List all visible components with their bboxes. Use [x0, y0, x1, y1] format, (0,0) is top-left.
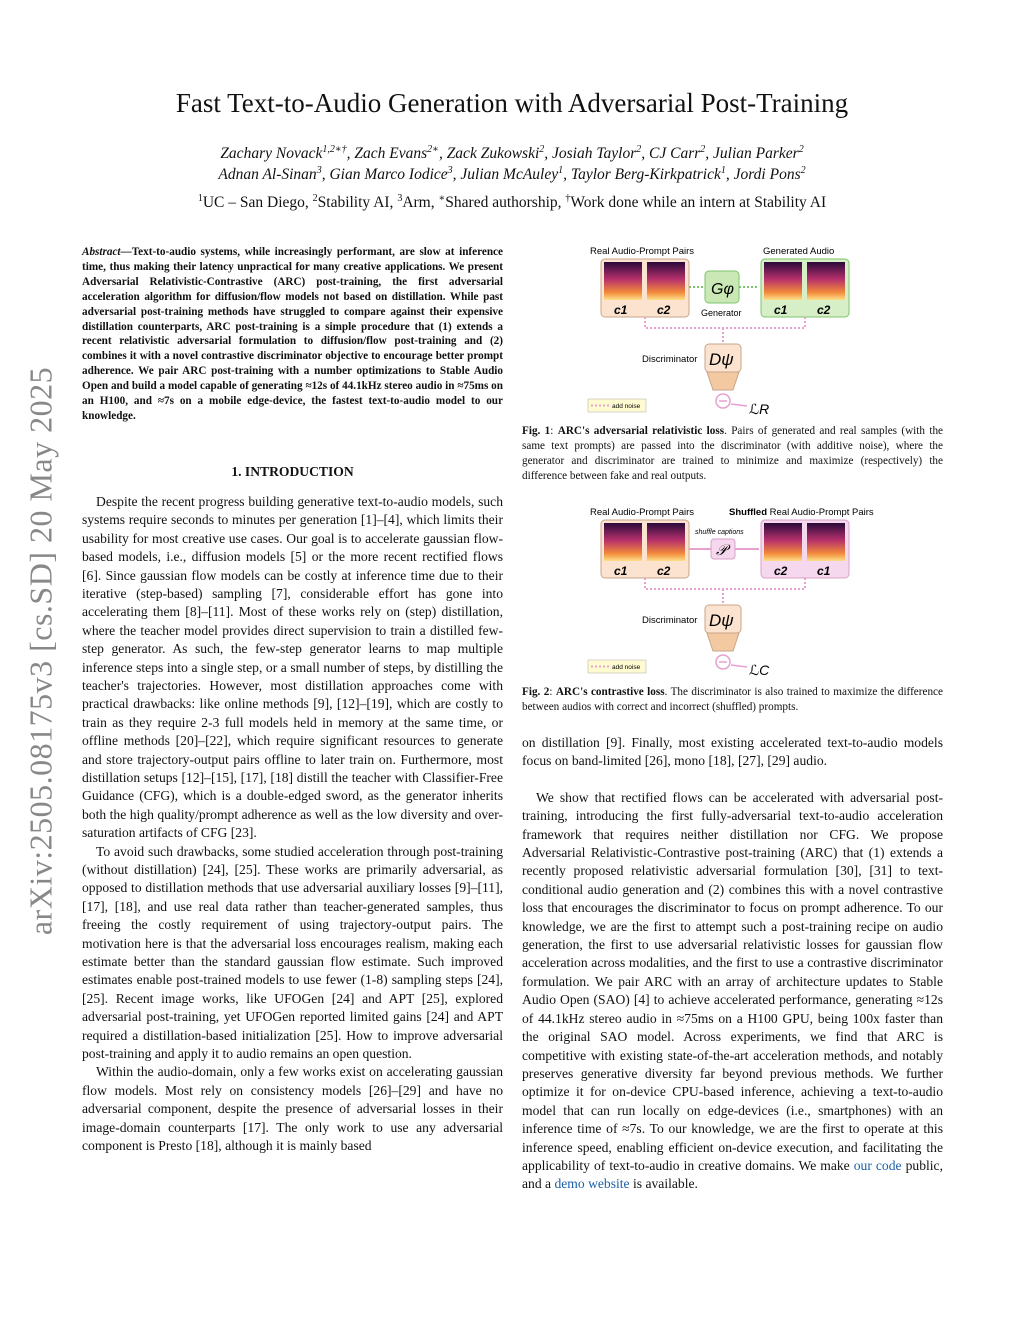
arxiv-sidebar: [8, 346, 74, 956]
shuf-c1-label: c1: [817, 564, 831, 578]
section-heading: 1. INTRODUCTION: [231, 463, 354, 479]
abstract-text: —Text-to-audio systems, while increasingly performant, are slow at inference time, thus making their latency unpractical for many creative applications. We present Adversarial Relativistic-Contrastive (ARC) post-training, the first adversarial acceleration algorithm for diffusion/flow models not based on distillation. While past adversarial post-training methods have struggled to compare against their expensive distillation counterparts, ARC post-training is a simple procedure that (1) extends a recent relativistic adversarial formulation to diffusion/flow post-training and (2) combines it with a novel contrastive discriminator objective to encourage better prompt adherence. We pair ARC post-training with a number optimizations to Stable Audio Open and build a model capable of generating ≈12s of 44.1kHz stereo audio in ≈75ms on an H100, and ≈7s on a mobile edge-device, the fastest text-to-audio model to our knowledge.: [82, 246, 503, 422]
mid-text: public, and a: [522, 1157, 943, 1192]
contribution-text: We show that rectified flows can be accelerated with adversarial post-training, introducing the first fully-adversarial text-to-audio acceleration framework that requires neither distillation nor CFG. We propose Adversarial Relativistic-Contrastive post-training (ARC) that (1) extends a recently proposed relativistic adversarial formulation [30], [31] to text-conditional audio generation and (2) combines this with a novel contrastive loss that encourages the discriminator to focus on prompt adherence. To our knowledge, we are the first to attempt such a post-training recipe on audio generation, the first to use adversarial relativistic losses for gaussian flow acceleration across modalities, and the first to use a contrastive discriminator formulation. We pair ARC with an array of architecture updates to Stable Audio Open (SAO) [4] to achieve accelerated performance, generating ≈12s of 44.1kHz stereo audio in ≈75ms on a H100 GPU, being 100x faster than the original SAO model. Across experiments, we find that ARC is competitive with existing state-of-the-art acceleration methods, and notably preserves generative diversity far beyond previous methods. We further optimize it for on-device CPU-based inference, achieving a text-to-audio model that can run locally on edge-devices (i.e., smartphones) with an inference time of ≈7s. To our knowledge, we are the first to operate at this inference speed, enabling efficient on-device execution, and facilitating the applicability of text-to-audio in creative domains. We make: [522, 789, 943, 1173]
spectrogram-real-b: [647, 523, 685, 561]
arrow-to-loss-2: [731, 665, 747, 667]
fig2-label: Fig. 2: [522, 686, 550, 698]
intro-paragraph-3: Within the audio-domain, only a few works exist on accelerating gaussian flow models. Most rely on consistency models [26]–[29] and have no adversarial component, despite the presence of adversarial losses in their image-domain counterparts [17]. The only work to use any adversarial component is Presto [18], although it is mainly based: [82, 1064, 503, 1154]
affiliations: $^1$UC – San Diego, $^2$Stability AI, $^3$Arm, ∗Shared authorship, †Work done while an intern at Stability AI: [197, 192, 827, 211]
left-column: [82, 245, 503, 1156]
discriminator-symbol: Dψ: [709, 350, 734, 369]
intro-paragraph-1: Despite the recent progress building generative text-to-audio models, such systems require seconds to minutes per generation [1]–[4], which limits their usability for most creative use cases. Our goal is to accelerate gaussian flow-based models, i.e., diffusion models [5] or the more recent rectified flows [6]. Since gaussian flow models can be costly at inference time due to their iterative (step-based) sampling [7], considerable effort has gone into accelerating them [8]–[11]. Most of these works rely on (step) distillation, where the teacher model provides direct supervision to train a distilled few-step generator. As such, the few-step generator learns to map multiple inference steps into a single step, or a small number of steps, by distilling the teacher's trajectories. However, most distillation approaches come with practical drawbacks: like online methods [9], [12]–[19], which are costly to train as they require 2-3 full models held in memory at the same time, or offline methods [20]–[22], which require significant resources to generate and store trajectory-output pairs offline to later train on. Furthermore, most distillation setups [12]–[15], [17], [18] distill the teacher with Classifier-Free Guidance (CFG), which is a double-edged sword, as the generator inherits both the high quality/prompt adherence as well as the low diversity and over-saturation artifacts of CFG [23].: [82, 493, 503, 841]
real-c2-label: c2: [657, 303, 671, 317]
legend-label: add noise: [612, 403, 641, 410]
contribution-paragraph: [522, 789, 943, 1194]
fig2-title: ARC's contrastive loss: [555, 686, 665, 698]
shuf-c2-label: c2: [774, 564, 788, 578]
figure-1-caption: Fig. 1: ARC's adversarial relativistic loss. Pairs of generated and real samples (with the same text prompts) are passed into the discriminator (with additive noise), where the generator and discriminator are trained to minimize and maximize (respectively) the difference between fake and real outputs.: [522, 425, 944, 482]
noise-path: [645, 317, 805, 328]
demo-link[interactable]: demo website: [554, 1176, 630, 1192]
spectrogram-shuf-2: [807, 523, 845, 561]
real-pairs-label-2: Real Audio-Prompt Pairs: [590, 507, 695, 518]
discriminator-head: [707, 372, 739, 390]
spectrogram-real-1: [604, 262, 642, 300]
permutation-symbol: 𝒫: [716, 542, 727, 559]
real-c2-label-2: c2: [657, 564, 671, 578]
shuffle-label: shuffle captions: [695, 529, 744, 536]
abstract-label: Abstract: [82, 246, 121, 258]
legend-label-2: add noise: [612, 664, 641, 671]
code-link[interactable]: our code: [853, 1157, 902, 1173]
discriminator-label-2: Discriminator: [642, 615, 698, 626]
noise-path-2: [645, 578, 805, 589]
figure-1-diagram: [585, 244, 875, 424]
generator-label: Generator: [701, 308, 742, 318]
arxiv-id: arXiv:2505.08175v3 [cs.SD] 20 May 2025: [22, 366, 59, 936]
discriminator-symbol-2: Dψ: [709, 611, 734, 630]
spectrogram-gen-1: [764, 262, 802, 300]
authors-line-2: Adnan Al-Sinan$^3$, Gian Marco Iodice$^3$, Julian McAuley$^1$, Taylor Berg-Kirkpatrick$^1$, Jordi Pons$^2$: [218, 164, 806, 183]
spectrogram-shuf-1: [764, 523, 802, 561]
fig1-title: ARC's adversarial relativistic loss: [557, 425, 725, 437]
shuffled-pairs-label: [729, 507, 874, 518]
real-c1-label-2: c1: [614, 564, 628, 578]
loss-c: ℒC: [749, 662, 770, 678]
discriminator-label: Discriminator: [642, 354, 698, 365]
figure-2-caption: Fig. 2: ARC's contrastive loss. The discriminator is also trained to maximize the difference between audios with correct and incorrect (shuffled) prompts.: [522, 686, 943, 713]
loss-r: ℒR: [749, 401, 770, 417]
continuation-paragraph: on distillation [9]. Finally, most existing accelerated text-to-audio models focus on band-limited [26], mono [18], [27], [29] audio.: [522, 735, 943, 769]
spectrogram-real-2: [647, 262, 685, 300]
shuffled-rest: Real Audio-Prompt Pairs: [767, 507, 874, 518]
figure-1: [585, 244, 875, 424]
generated-audio-label: Generated Audio: [763, 246, 835, 257]
shuffled-bold: Shuffled: [729, 507, 767, 518]
gen-c2-label: c2: [817, 303, 831, 317]
abstract: [82, 245, 503, 424]
arrow-to-loss: [731, 404, 747, 406]
intro-paragraph-2: To avoid such drawbacks, some studied acceleration through post-training (without distillation) [24], [25]. These works are primarily adversarial, as opposed to distillation methods that use adversarial auxiliary losses [9]–[11], [17], [18], and use real data rather than teacher-generated samples, thus freeing the costly requirement of using trajectory-output pairs. The motivation here is that the adversarial loss encourages realism, making each estimate better than the standard gaussian flow estimate. Such improved estimates enable post-trained models to use fewer (1-8) sampling steps [24], [25]. Recent image works, like UFOGen [24] and APT [25], explored adversarial post-training, yet UFOGen reported limited gains [24] and APT required a distillation-based initialization [25]. How to improve adversarial post-training and apply it to audio remains an open question.: [82, 843, 503, 1062]
authors-line-1: Zachary Novack$^{1,2∗\dagger}$, Zach Evans$^{2∗}$, Zack Zukowski$^2$, Josiah Taylor$^2$, CJ Carr$^2$, Julian Parker$^2$: [220, 143, 804, 162]
paper-title: Fast Text-to-Audio Generation with Adversarial Post-Training: [175, 88, 849, 118]
spectrogram-gen-2: [807, 262, 845, 300]
fig1-text: . Pairs of generated and real samples (with the same text prompts) are passed into the discriminator (with additive noise), where the generator and discriminator are trained to minimize and maximize (respectively) the difference between fake and real outputs.: [522, 425, 944, 482]
right-column-text: [522, 734, 943, 1194]
real-pairs-label: Real Audio-Prompt Pairs: [590, 246, 695, 257]
gen-c1-label: c1: [774, 303, 788, 317]
author-list: [0, 143, 1024, 185]
generator-symbol: Gφ: [711, 281, 734, 298]
real-c1-label: c1: [614, 303, 628, 317]
fig1-label: Fig. 1: [522, 425, 551, 437]
figure-2: [585, 505, 885, 685]
fig2-text: . The discriminator is also trained to maximize the difference between audios with correct and incorrect (shuffled) prompts.: [522, 686, 943, 713]
spectrogram-real-a: [604, 523, 642, 561]
end-text: is available.: [629, 1176, 698, 1192]
figure-2-diagram: [585, 505, 885, 685]
discriminator-head-2: [707, 633, 739, 651]
